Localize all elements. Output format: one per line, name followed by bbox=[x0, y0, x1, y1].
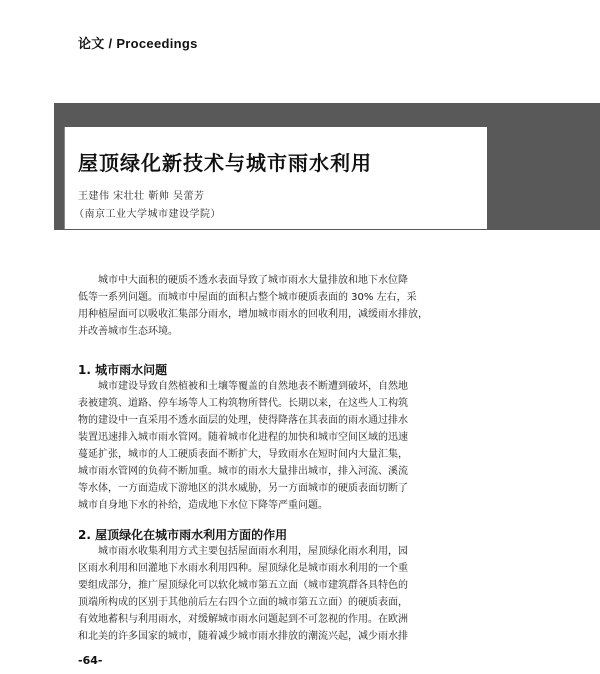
body-line: 装置迅速排入城市雨水管网。随着城市化进程的加快和城市空间区域的迅速 bbox=[78, 432, 408, 443]
body-line: 等水体，一方面造成下游地区的洪水威胁，另一方面城市的硬质表面切断了 bbox=[78, 483, 408, 494]
article-title: 屋顶绿化新技术与城市雨水利用 bbox=[78, 151, 372, 175]
body-line: 物的建设中一直采用不透水面层的处理，使得降落在其表面的雨水通过排水 bbox=[78, 415, 408, 426]
article-affiliation: （南京工业大学城市建设学院） bbox=[74, 209, 221, 220]
body-line: 城市自身地下水的补给，造成地下水位下降等严重问题。 bbox=[78, 500, 328, 511]
abstract-line: 低等一系列问题。而城市中屋面的面积占整个城市硬质表面的 30% 左右，采 bbox=[78, 292, 417, 303]
body-line: 要组成部分，推广屋顶绿化可以软化城市第五立面（城市建筑群各具特色的 bbox=[78, 580, 408, 591]
body-line: 城市雨水收集利用方式主要包括屋面雨水利用，屋顶绿化雨水利用，园 bbox=[98, 546, 408, 557]
abstract-line: 并改善城市生态环境。 bbox=[78, 326, 178, 337]
body-line: 表被建筑、道路、停车场等人工构筑物所替代。长期以来，在这些人工构筑 bbox=[78, 398, 408, 409]
body-line: 区雨水利用和回灌地下水雨水利用四种。屋顶绿化是城市雨水利用的一个重 bbox=[78, 563, 408, 574]
section-1-paragraph bbox=[78, 378, 518, 514]
section-label: 论文 / Proceedings bbox=[78, 36, 198, 51]
section-heading-2: 2. 屋顶绿化在城市雨水利用方面的作用 bbox=[78, 528, 288, 542]
abstract-paragraph bbox=[78, 272, 518, 340]
section-heading-1: 1. 城市雨水问题 bbox=[78, 363, 168, 377]
body-line: 城市雨水管网的负荷不断加重。城市的雨水大量排出城市，排入河流、溪流 bbox=[78, 466, 408, 477]
body-line: 顶端所构成的区别于其他前后左右四个立面的城市第五立面）的硬质表面， bbox=[78, 597, 408, 608]
article-authors: 王建伟 宋壮壮 靳帅 吴蕾芳 bbox=[78, 191, 205, 202]
body-line: 蔓延扩张，城市的人工硬质表面不断扩大，导致雨水在短时间内大量汇集， bbox=[78, 449, 408, 460]
abstract-line: 城市中大面积的硬质不透水表面导致了城市雨水大量排放和地下水位降 bbox=[98, 275, 408, 286]
abstract-line: 用种植屋面可以吸收汇集部分雨水，增加城市雨水的回收利用，减缓雨水排放， bbox=[78, 309, 428, 320]
body-line: 和北美的许多国家的城市，随着减少城市雨水排放的潮流兴起，减少雨水排 bbox=[78, 631, 408, 642]
body-line: 城市建设导致自然植被和土壤等覆盖的自然地表不断遭到破坏，自然地 bbox=[98, 381, 408, 392]
section-2-paragraph bbox=[78, 543, 518, 645]
body-line: 有效地蓄积与利用雨水，对缓解城市雨水问题起到不可忽视的作用。在欧洲 bbox=[78, 614, 408, 625]
page-number: -64- bbox=[78, 654, 103, 667]
